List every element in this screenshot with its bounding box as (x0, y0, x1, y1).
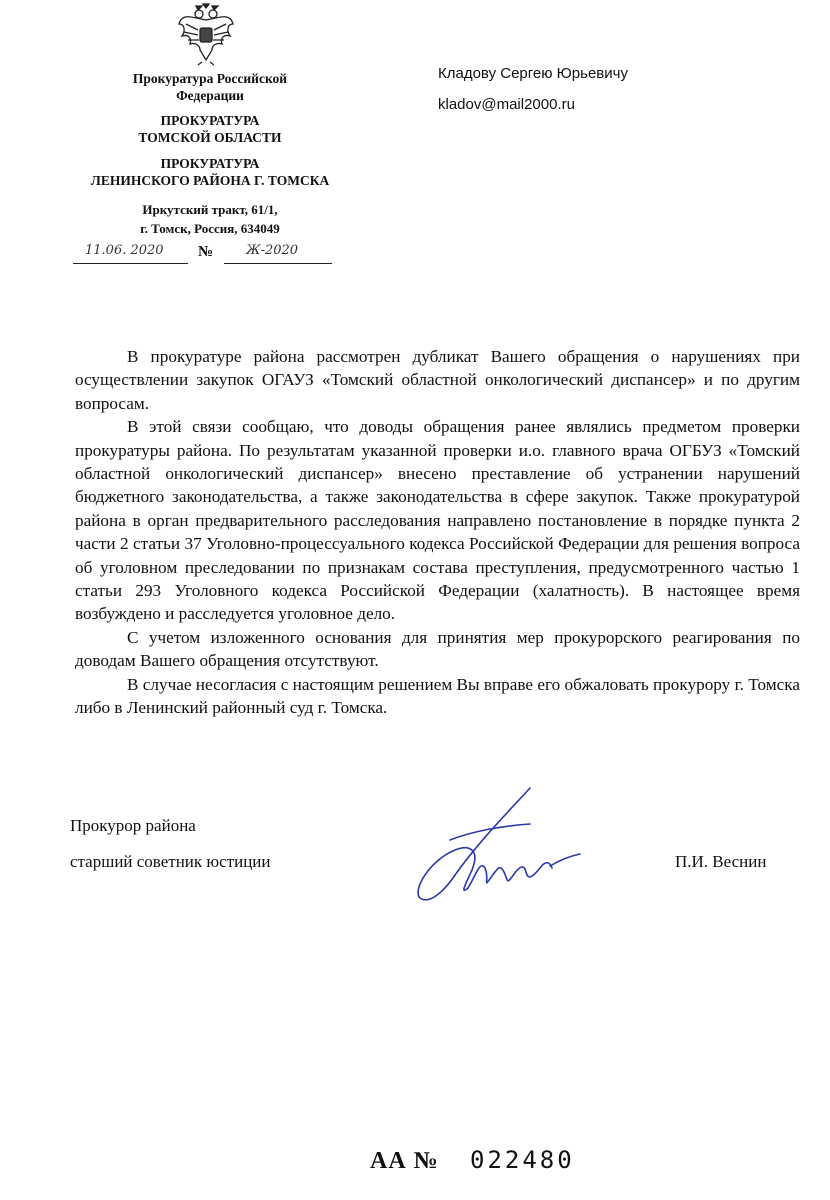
recipient-name: Кладову Сергею Юрьевичу (438, 65, 628, 82)
org-name-district-line1: ПРОКУРАТУРА (160, 156, 260, 171)
form-number: 022480 (470, 1146, 575, 1174)
coat-of-arms-icon (176, 2, 236, 66)
org-name-regional (60, 112, 360, 146)
org-name-district (60, 155, 360, 189)
org-name-district-line2: ЛЕНИНСКОГО РАЙОНА Г. ТОМСКА (90, 173, 330, 188)
signer-rank: старший советник юстиции (70, 852, 271, 871)
registration-number: Ж-2020 (224, 240, 332, 264)
paragraph-3: С учетом изложенного основания для принятия мер прокурорского реагирования по доводам Вашего обращения отсутствуют. (75, 627, 800, 671)
paragraph-4: В случае несогласия с настоящим решением Вы вправе его обжаловать прокурору г. Томска либо в Ленинский районный суд г. Томска. (75, 674, 800, 718)
org-name-federal (60, 70, 360, 104)
signer-title: Прокурор района (70, 816, 196, 835)
org-name-regional-line2: ТОМСКОЙ ОБЛАСТИ (138, 130, 282, 145)
handwritten-signature (410, 780, 590, 920)
registration-date: 11.06. 2020 (73, 240, 188, 264)
signer-name: П.И. Веснин (675, 852, 767, 871)
registration-number-sign: № (198, 244, 214, 260)
paragraph-1: В прокуратуре района рассмотрен дубликат Вашего обращения о нарушениях при осуществлении закупок ОГАУЗ «Томский областной онкологический диспансер» и по другим вопросам. (75, 347, 800, 413)
org-name-federal-line2: Федерации (176, 88, 244, 103)
form-series: АА № (370, 1148, 439, 1174)
paragraph-2: В этой связи сообщаю, что доводы обращения ранее являлись предметом проверки прокуратуры района. По результатам указанной проверки и.о. главного врача ОГБУЗ «Томский областной онкологический диспансер» внесено преставление об устранении нарушений бюджетного законодательства, а также законодательства в сфере закупок. Также прокуратурой района в орган предварительного расследования направлено постановление в порядке пункта 2 части 2 статьи 37 Уголовно-процессуального кодекса Российской Федерации для решения вопроса об уголовном преследовании по признакам состава преступления, предусмотренного частью 1 статьи 293 Уголовного кодекса Российской Федерации (халатность). В настоящее время возбуждено и расследуется уголовное дело. (75, 417, 800, 624)
letter-body (75, 345, 800, 720)
address-line1: Иркутский тракт, 61/1, (142, 202, 278, 217)
org-name-regional-line1: ПРОКУРАТУРА (160, 113, 260, 128)
org-name-federal-line1: Прокуратура Российской (132, 71, 288, 86)
recipient-email: kladov@mail2000.ru (438, 96, 575, 113)
address-line2: г. Томск, Россия, 634049 (140, 221, 280, 236)
